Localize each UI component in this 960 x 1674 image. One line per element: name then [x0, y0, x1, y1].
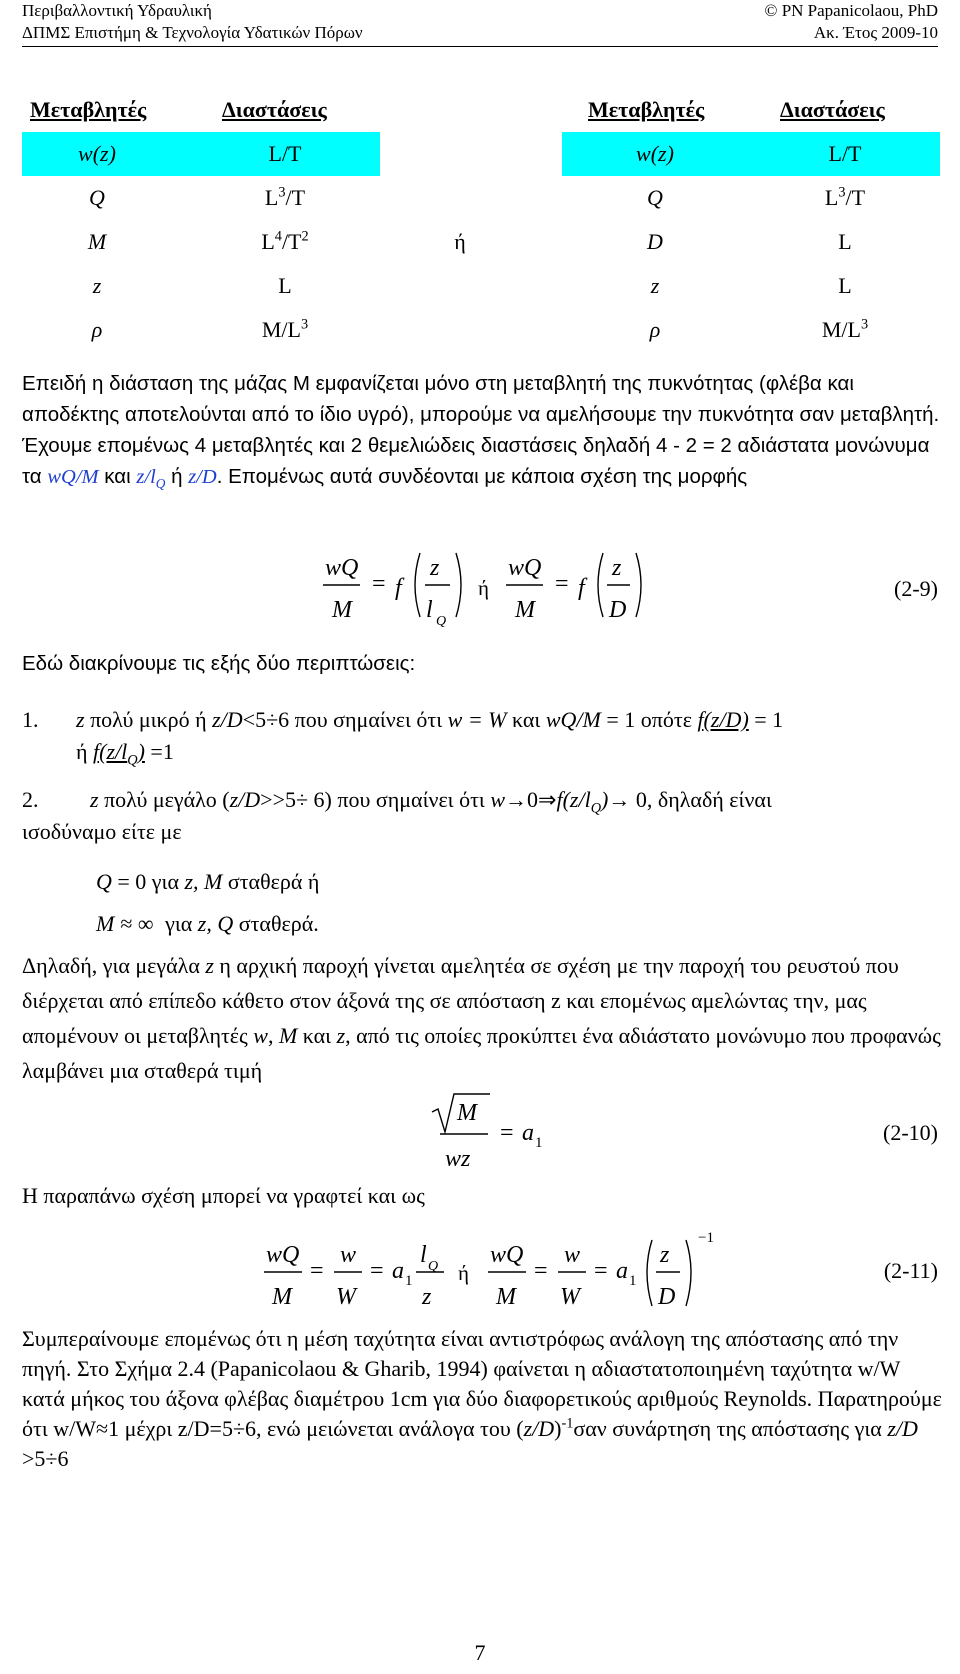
svg-text:M: M: [457, 1100, 477, 1126]
svg-text:wQ: wQ: [490, 1242, 524, 1268]
paragraph-conclusion: Συμπεραίνουμε επομένως ότι η μέση ταχύτητα είναι αντιστρόφως ανάλογη της απόστασης από την πηγή. Στο Σχήμα 2.4 (Papanicolaou & Gharib, 1994) φαίνεται η αδιαστατοποιημένη ταχύτητα w/W κατά μήκος του άξονα φλέβας διαμέτρου 1cm για δύο διαφορετικούς αριθμούς Reynolds. Παρατηρούμε ότι w/W≈1 μέχρι z/D=5÷6, ενώ μειώνεται ανάλογα του $(z/D)^{-1}\sigma\alpha\nu$ συνάρτηση της απόστασης για z/D >5÷6: [22, 1326, 942, 1471]
equation-2-11: [0, 1228, 960, 1318]
equation-2-11-intro: Η παραπάνω σχέση μπορεί να γραφτεί και ως: [22, 1183, 425, 1208]
var-q: Q: [89, 185, 105, 210]
svg-text:wQ: wQ: [266, 1242, 300, 1268]
svg-text:M: M: [272, 1284, 292, 1310]
svg-text:=: =: [534, 1258, 548, 1284]
svg-text:l: l: [420, 1242, 427, 1268]
paragraph-dimensionless: Επειδή η διάσταση της μάζας M εμφανίζεται μόνο στη μεταβλητή της πυκνότητας (φλέβα και αποδέκτης αποτελούνται από το ίδιο υγρό), μπορούμε να αμελήσουμε την πυκνότητα σαν μεταβλητή. Έχουμε επομένως 4 μεταβλητές και 2 θεμελιώδεις διαστάσεις δηλαδή 4 - 2 = 2 αδιάστατα μονώνυμα τα wQ/M και $z/l_Q$ ή z/D. Επομένως αυτά συνδέονται με κάποια σχέση της μορφής: [22, 372, 940, 492]
table-row: [0, 132, 960, 176]
var-m: M: [87, 229, 107, 254]
course-title: Περιβαλλοντική Υδραυλική: [22, 1, 212, 20]
dim-q-right: $L^3/T$: [824, 184, 866, 210]
svg-text:=: =: [310, 1258, 324, 1284]
case-2-sub2: M ≈ ∞ για z, Q σταθερά.: [96, 911, 319, 936]
svg-text:D: D: [609, 597, 627, 623]
table-row: [0, 220, 960, 264]
dim-z-right: L: [838, 273, 852, 298]
svg-text:ή: ή: [458, 1261, 469, 1285]
svg-text:z: z: [660, 1242, 670, 1268]
svg-text:W: W: [336, 1284, 356, 1310]
var-w-right: w(z): [636, 141, 674, 166]
svg-text:l: l: [426, 597, 433, 623]
equation-2-10: [0, 1092, 960, 1172]
svg-text:=: =: [370, 1258, 384, 1284]
case-1-line1: z πολύ μικρό ή z/D<5÷6 που σημαίνει ότι w = W και wQ/M = 1 οπότε f(z/D) = 1: [76, 707, 784, 732]
svg-text:z: z: [612, 555, 622, 581]
dim-d: L: [838, 229, 852, 254]
svg-text:M: M: [515, 597, 535, 623]
svg-text:wQ: wQ: [508, 555, 542, 581]
var-rho: ρ: [91, 317, 103, 342]
svg-text:=: =: [555, 571, 569, 597]
program-title: ΔΠΜΣ Επιστήμη & Τεχνολογία Υδατικών Πόρων: [22, 23, 363, 42]
svg-text:W: W: [560, 1284, 580, 1310]
author: © PN Papanicolaou, PhD: [764, 1, 938, 20]
svg-text:=: =: [500, 1120, 514, 1146]
page-header: [22, 0, 938, 47]
svg-text:1: 1: [629, 1273, 637, 1289]
table-row: [0, 308, 960, 352]
svg-text:f: f: [578, 575, 585, 601]
right-head-variables: Μεταβλητές: [588, 97, 705, 122]
left-head-variables: Μεταβλητές: [30, 97, 147, 122]
case-2-line2: ισοδύναμο είτε με: [22, 819, 182, 844]
paragraph-large-z: Δηλαδή, για μεγάλα z η αρχική παροχή γίνεται αμελητέα σε σχέση με την παροχή του ρευστού που διέρχεται από επίπεδο κάθετο στον άξονά της σε απόσταση z και επομένως αμελώντας την, μας απομένουν οι μεταβλητές w, M και z, από τις οποίες προκύπτει ένα αδιάστατο μονώνυμο που προφανώς λαμβάνει μια σταθερά τιμή: [22, 953, 941, 1083]
svg-text:M: M: [332, 597, 352, 623]
svg-text:z: z: [430, 555, 440, 581]
case-2-line1: z πολύ μεγάλο (z/D>>5÷ 6) που σημαίνει ότι $w\to 0\Rightarrow f(z/l_Q)\to 0$, δηλαδή είναι: [90, 787, 772, 817]
academic-year: Ακ. Έτος 2009-10: [813, 23, 938, 42]
svg-text:ή: ή: [478, 576, 489, 600]
dim-rho: $M/L^3$: [261, 316, 309, 342]
case-1-number: 1.: [22, 707, 39, 732]
svg-text:=: =: [372, 571, 386, 597]
header-right: [765, 0, 938, 44]
equation-number-2-11: (2-11): [883, 1258, 938, 1283]
table-row: [0, 264, 960, 308]
header-left: [22, 0, 363, 44]
cases-intro: Εδώ διακρίνουμε τις εξής δύο περιπτώσεις:: [22, 652, 416, 675]
svg-text:Q: Q: [428, 1259, 439, 1274]
dim-w: L/T: [268, 141, 302, 166]
right-head-dimensions: Διαστάσεις: [780, 97, 885, 122]
svg-text:D: D: [658, 1284, 676, 1310]
svg-text:Q: Q: [436, 614, 447, 629]
svg-text:−1: −1: [698, 1230, 714, 1246]
svg-text:w: w: [564, 1242, 581, 1268]
case-2-sub1: Q = 0 για z, M σταθερά ή: [96, 869, 320, 894]
svg-text:a: a: [392, 1258, 404, 1284]
svg-text:wz: wz: [445, 1146, 471, 1172]
svg-text:a: a: [616, 1258, 628, 1284]
or-word: ή: [454, 229, 466, 254]
left-head-dimensions: Διαστάσεις: [222, 97, 327, 122]
table-header-row: [0, 88, 960, 132]
svg-text:wQ: wQ: [325, 555, 359, 581]
svg-text:1: 1: [535, 1135, 543, 1151]
dim-q: $L^3/T$: [264, 184, 306, 210]
svg-text:=: =: [594, 1258, 608, 1284]
svg-text:z: z: [422, 1284, 432, 1310]
page-number: 7: [474, 1640, 486, 1665]
var-w: w(z): [78, 141, 116, 166]
equation-number-2-9: (2-9): [894, 576, 938, 601]
svg-text:w: w: [340, 1242, 357, 1268]
svg-text:f: f: [395, 575, 402, 601]
svg-text:M: M: [496, 1284, 516, 1310]
var-q-right: Q: [647, 185, 663, 210]
svg-text:a: a: [522, 1120, 534, 1146]
table-row: [0, 176, 960, 220]
dim-w-right: L/T: [828, 141, 862, 166]
case-2-number: 2.: [22, 787, 39, 812]
svg-text:1: 1: [405, 1273, 413, 1289]
var-d: D: [647, 229, 663, 254]
var-z-right: z: [650, 273, 660, 298]
var-z: z: [92, 273, 102, 298]
var-rho-right: ρ: [649, 317, 661, 342]
dim-m: $L^4/T^2$: [261, 228, 309, 254]
dim-rho-right: $M/L^3$: [821, 316, 869, 342]
case-1-line2: ή $f(z/l_Q) =1$: [76, 739, 174, 769]
equation-number-2-10: (2-10): [883, 1120, 938, 1145]
equation-2-9: [0, 545, 960, 635]
dim-z: L: [278, 273, 292, 298]
